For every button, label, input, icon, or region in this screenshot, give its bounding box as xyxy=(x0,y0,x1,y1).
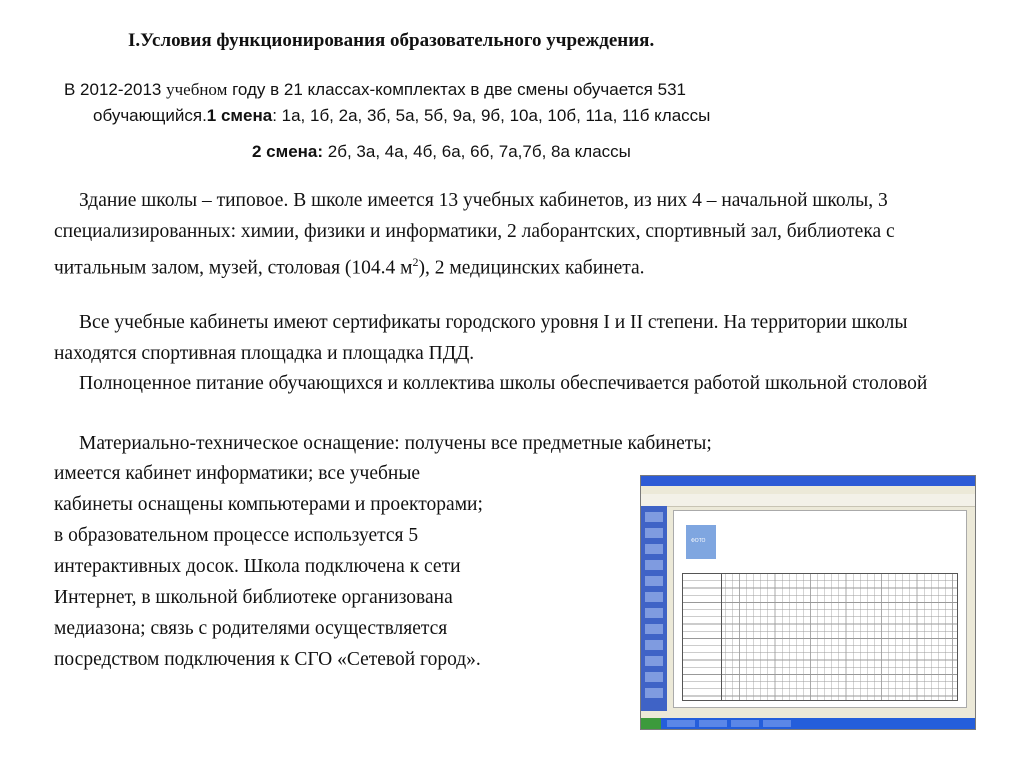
equipment-line: медиазона; связь с родителями осуществляется xyxy=(54,618,448,639)
equipment-line: Материально-техническое оснащение: получены все предметные кабинеты; xyxy=(79,433,712,454)
shift2-classes: 2б, 3а, 4а, 4б, 6а, 6б, 7а,7б, 8а классы xyxy=(323,142,631,161)
photo-label: ФОТО xyxy=(691,538,706,544)
intro-line-2 xyxy=(93,106,710,126)
paragraph-building xyxy=(54,186,989,284)
intro-text: году в 21 классах-комплектах в две смены обучается 531 xyxy=(227,80,686,99)
student-photo xyxy=(686,525,716,559)
shift1-label: 1 смена xyxy=(206,106,273,125)
shift2-line xyxy=(252,142,631,162)
equipment-line: интерактивных досок. Школа подключена к сети xyxy=(54,556,461,577)
intro-line-1 xyxy=(64,80,686,100)
intro-text: обучающийся. xyxy=(93,106,207,125)
superscript: 2 xyxy=(412,255,419,269)
intro-text: В 2012-2013 xyxy=(64,80,167,99)
embedded-screenshot xyxy=(640,475,976,730)
taskbar-item xyxy=(731,720,759,727)
start-button xyxy=(641,718,661,729)
paragraph-text: ), 2 медицинских кабинета. xyxy=(418,257,645,279)
shift2-label: 2 смена: xyxy=(252,142,324,161)
browser-titlebar xyxy=(641,476,975,486)
intro-word: учебном xyxy=(166,80,228,99)
report-page xyxy=(673,510,967,708)
equipment-line: в образовательном процессе используется 5 xyxy=(54,525,419,546)
taskbar-item xyxy=(763,720,791,727)
slide-title: I.Условия функционирования образовательного учреждения. xyxy=(128,30,655,51)
equipment-line: кабинеты оснащены компьютерами и проекторами; xyxy=(54,494,483,515)
equipment-line: имеется кабинет информатики; все учебные xyxy=(54,463,421,484)
shift1-classes: : 1а, 1б, 2а, 3б, 5а, 5б, 9а, 9б, 10а, 10б, 11а, 11б классы xyxy=(272,106,711,125)
equipment-line: посредством подключения к СГО «Сетевой город». xyxy=(54,649,481,670)
paragraph-text: Здание школы – типовое. В школе имеется 13 учебных кабинетов, из них 4 – начальной школы, 3 специализированных: химии, физики и информатики, 2 лаборантских, спортивный зал, библиотека с читальным залом, музей, столовая (104.4 м xyxy=(54,190,895,279)
app-sidebar xyxy=(641,506,667,711)
taskbar-item xyxy=(699,720,727,727)
paragraph-nutrition: Полноценное питание обучающихся и коллектива школы обеспечивается работой школьной столовой xyxy=(79,373,928,394)
browser-toolbar xyxy=(641,494,975,507)
paragraph-certificates: Все учебные кабинеты имеют сертификаты городского уровня I и II степени. На территории школы находятся спортивная площадка и площадка ПДД. xyxy=(54,312,908,364)
equipment-line: Интернет, в школьной библиотеке организована xyxy=(54,587,453,608)
taskbar-item xyxy=(667,720,695,727)
grades-table xyxy=(682,573,958,701)
subjects-column xyxy=(682,573,722,701)
